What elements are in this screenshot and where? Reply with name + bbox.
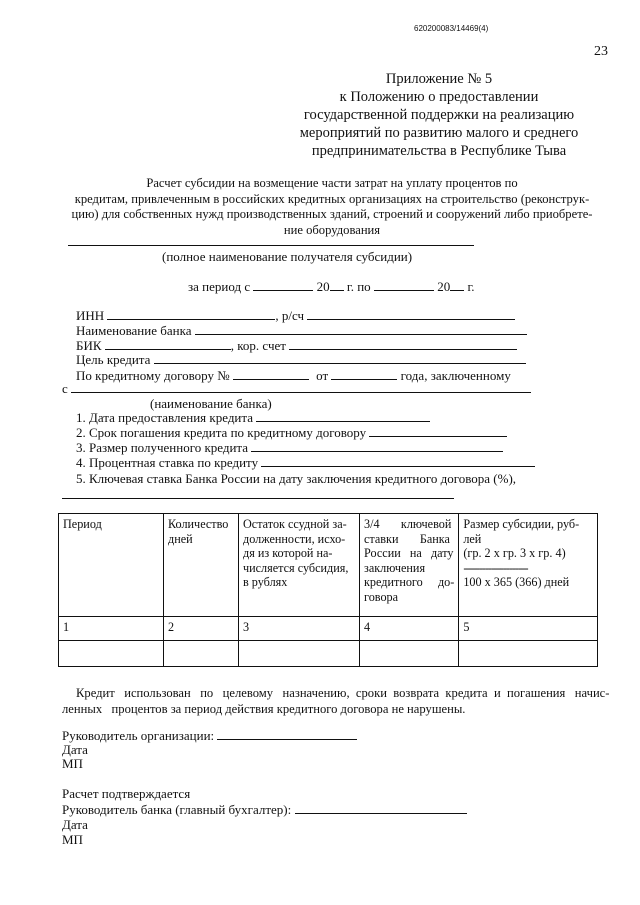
org-head-label: Руководитель организации: (62, 728, 215, 743)
table-cell: 2 (164, 617, 239, 641)
table-cell: 5 (459, 617, 598, 641)
corr-account-field[interactable] (289, 338, 517, 350)
header-period (59, 514, 164, 617)
account-field[interactable] (307, 308, 515, 320)
header-text: долженности, исхо- (243, 531, 346, 546)
item-label: 1. Дата предоставления кредита (76, 410, 253, 425)
period-end-field[interactable] (374, 279, 434, 291)
table-header-row (59, 514, 598, 617)
date-label: Дата (62, 817, 88, 832)
header-text: дя из которой на- (243, 546, 333, 560)
item-1-field[interactable] (256, 410, 430, 422)
header-text: Остаток ссудной за- (243, 517, 347, 531)
title-line: Расчет субсидии на возмещение части затрат на уплату процентов по (146, 176, 518, 190)
item-label: 3. Размер полученного кредита (76, 440, 249, 455)
period-prefix: за период с (188, 279, 251, 294)
contract-from-label: от (316, 368, 329, 383)
title-line: ние оборудования (283, 222, 381, 237)
stamp-label: МП (62, 756, 83, 771)
org-head-signature-field[interactable] (217, 728, 357, 740)
inn-label: ИНН (76, 308, 105, 323)
header-text: 100 х 365 (366) дней (463, 575, 570, 589)
title-line: цию) для собственных нужд производственных зданий, строений и сооружений либо приобрете- (71, 207, 593, 221)
appendix-heading (284, 70, 594, 160)
table-cell: 3 (239, 617, 360, 641)
item-2-field[interactable] (369, 425, 507, 437)
header-text: ставки Банка (364, 531, 450, 546)
item-1 (76, 410, 430, 426)
item-4 (76, 455, 535, 471)
date-label: Дата (62, 742, 88, 757)
period-year2: 20 (437, 279, 451, 294)
account-label: , р/сч (275, 308, 305, 323)
inn-row (76, 308, 515, 324)
title-line: кредитам, привлеченным в российских кредитных организациях на строительство (реконструк- (74, 191, 590, 206)
item-4-field[interactable] (261, 455, 535, 467)
header-text: (гр. 2 х гр. 3 х гр. 4) (463, 546, 566, 560)
table-cell-empty[interactable] (459, 641, 598, 667)
document-title (58, 176, 606, 238)
header-loan-balance (239, 514, 360, 617)
bank-head-label: Руководитель банка (главный бухгалтер): (62, 802, 292, 817)
period-year1-field[interactable] (330, 279, 344, 291)
corr-account-label: , кор. счет (230, 338, 286, 353)
item-2 (76, 425, 507, 441)
bank-caption: (наименование банка) (150, 396, 272, 411)
item-5-field[interactable] (62, 498, 454, 499)
confirmation-line: Кредит использован по целевому назначению, сроки возврата кредита и погашения начис- (76, 686, 610, 700)
appendix-line: мероприятий по развитию малого и среднего (299, 125, 579, 141)
bank-name-label: Наименование банка (76, 323, 192, 338)
recipient-name-line[interactable] (68, 245, 474, 246)
with-bank-row (62, 381, 531, 397)
period-suffix: г. (467, 279, 475, 294)
document-id: 620200083/14469(4) (414, 24, 489, 33)
table-cell-empty[interactable] (239, 641, 360, 667)
period-to: г. по (346, 279, 371, 294)
header-subsidy-size (459, 514, 598, 617)
subsidy-table (58, 513, 598, 667)
item-label: 5. Ключевая ставка Банка России на дату заключения кредитного договора (%), (76, 471, 517, 486)
item-3 (76, 440, 503, 456)
header-text: Количество (168, 517, 229, 531)
table-number-row (59, 617, 598, 641)
period-year2-field[interactable] (450, 279, 464, 291)
item-3-field[interactable] (251, 440, 503, 452)
bank-head-signature-field[interactable] (295, 802, 467, 814)
stamp-label: МП (62, 832, 83, 847)
bik-label: БИК (76, 338, 102, 353)
year-concluded-label: года, заключенному (400, 368, 511, 383)
header-text: заключения (364, 560, 426, 575)
item-5 (76, 471, 516, 487)
header-text: в рублях (243, 575, 288, 589)
item-label: 2. Срок погашения кредита по кредитному договору (76, 425, 367, 440)
header-text: дней (168, 531, 193, 546)
header-text: Размер субсидии, руб- (463, 517, 580, 531)
table-cell-empty[interactable] (164, 641, 239, 667)
header-key-rate (360, 514, 459, 617)
table-row (59, 641, 598, 667)
contract-date-field[interactable] (331, 368, 397, 380)
table-cell-empty[interactable] (59, 641, 164, 667)
bik-field[interactable] (105, 338, 231, 350)
calculation-confirmed: Расчет подтверждается (62, 786, 191, 801)
header-text: Период (63, 517, 102, 531)
header-days (164, 514, 239, 617)
bank-name-field[interactable] (195, 323, 527, 335)
table-cell: 1 (59, 617, 164, 641)
with-label: с (62, 381, 68, 396)
page-number: 23 (594, 44, 608, 59)
credit-purpose-label: Цель кредита (76, 352, 151, 367)
header-text: кредитного до- (364, 575, 455, 589)
header-text: 3/4 ключевой (364, 517, 452, 531)
header-text: лей (463, 531, 482, 546)
confirmation-line: ленных процентов за период действия кредитного договора не нарушены. (62, 702, 466, 716)
header-text: России на дату (364, 546, 454, 560)
period-line (188, 279, 475, 295)
credit-purpose-field[interactable] (154, 352, 526, 364)
period-start-field[interactable] (253, 279, 313, 291)
table-cell-empty[interactable] (360, 641, 459, 667)
recipient-caption: (полное наименование получателя субсидии) (162, 249, 413, 264)
bank-field[interactable] (71, 381, 531, 393)
table-cell: 4 (360, 617, 459, 641)
contract-number-field[interactable] (233, 368, 309, 380)
inn-field[interactable] (107, 308, 275, 320)
appendix-line: к Положению о предоставлении (339, 89, 539, 105)
credit-purpose-row (76, 352, 526, 368)
period-year1: 20 (316, 279, 330, 294)
bank-head-row (62, 802, 467, 818)
fraction-bar: --------------------- (463, 560, 528, 575)
bank-name-row (76, 323, 527, 339)
credit-contract-label: По кредитному договору № (76, 368, 230, 383)
appendix-line: государственной поддержки на реализацию (303, 107, 575, 123)
header-text: числяется субсидия, (243, 560, 349, 575)
appendix-line: Приложение № 5 (385, 71, 493, 87)
item-label: 4. Процентная ставка по кредиту (76, 455, 259, 470)
org-head-row (62, 728, 357, 744)
appendix-line: предпринимательства в Республике Тыва (311, 143, 567, 159)
header-text: говора (364, 589, 399, 604)
